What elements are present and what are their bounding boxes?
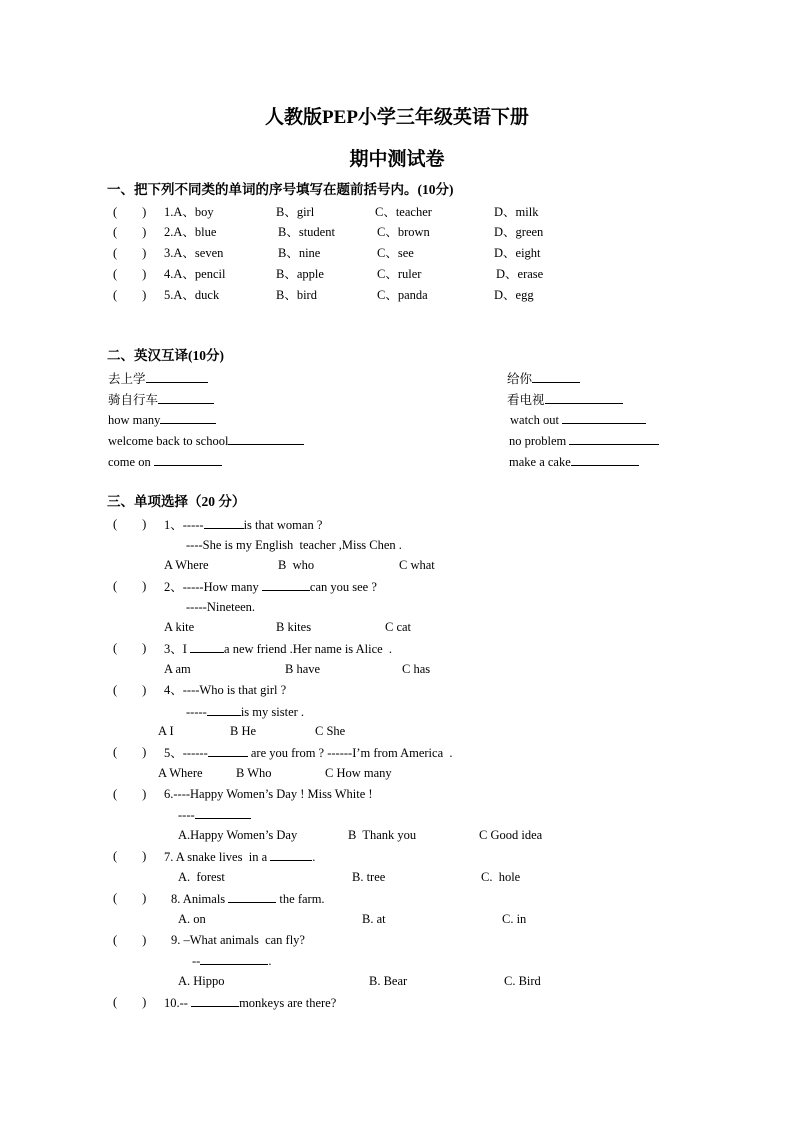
answer-bracket[interactable]: ( ) <box>113 641 147 655</box>
answer-bracket[interactable]: ( ) <box>113 205 147 219</box>
answer-blank[interactable] <box>160 411 216 424</box>
option-a: 2.A、blue <box>164 225 217 239</box>
answer-bracket[interactable]: ( ) <box>113 267 147 281</box>
choice-a[interactable]: A. on <box>178 912 206 926</box>
choice-b[interactable]: B He <box>230 724 257 738</box>
answer-bracket[interactable]: ( ) <box>113 933 147 947</box>
question-text: -- <box>192 954 201 968</box>
choice-a[interactable]: A Where <box>158 766 203 780</box>
answer-bracket[interactable]: ( ) <box>113 288 147 302</box>
choice-a[interactable]: A. Hippo <box>178 974 225 988</box>
option-d: D、milk <box>494 205 539 219</box>
choice-c[interactable]: C has <box>402 662 431 676</box>
question-6: 6.----Happy Women’s Day ! Miss White ! <box>164 787 373 801</box>
choice-a[interactable]: A am <box>164 662 191 676</box>
option-a: 1.A、boy <box>164 205 214 219</box>
question-text: the farm. <box>276 892 325 906</box>
choice-c[interactable]: C Good idea <box>479 828 543 842</box>
question-text: is my sister . <box>240 705 305 719</box>
question-10 <box>164 994 336 1011</box>
answer-bracket[interactable]: ( ) <box>113 787 147 801</box>
choice-b[interactable]: B Who <box>236 766 272 780</box>
choice-a[interactable]: A I <box>158 724 174 738</box>
question-text: ---- <box>178 808 195 822</box>
answer-blank[interactable] <box>158 391 214 404</box>
choice-a[interactable]: A.Happy Women’s Day <box>178 828 298 842</box>
question-text: 3、I <box>164 642 191 656</box>
term-text: how many <box>108 413 161 427</box>
translation-item <box>108 453 222 470</box>
answer-blank[interactable] <box>569 432 659 445</box>
question-text: monkeys are there? <box>239 996 337 1010</box>
question-9: 9. –What animals can fly? <box>171 933 305 947</box>
term-text: come on <box>108 455 154 469</box>
choice-c[interactable]: C. in <box>502 912 527 926</box>
option-c: C、brown <box>377 225 430 239</box>
answer-blank[interactable] <box>146 370 208 383</box>
answer-bracket[interactable]: ( ) <box>113 225 147 239</box>
translation-item <box>509 453 639 470</box>
translation-item <box>108 391 214 408</box>
question-text: can you see ? <box>309 580 377 594</box>
question-text: 10.-- <box>164 996 192 1010</box>
question-text: ----- <box>186 705 207 719</box>
choice-b[interactable]: B who <box>278 558 315 572</box>
question-4-reply <box>186 703 304 720</box>
question-text: 7. A snake lives in a <box>164 850 271 864</box>
section-1-heading: 一、把下列不同类的单词的序号填写在题前括号内。(10分) <box>107 182 454 197</box>
choice-c[interactable]: C She <box>315 724 346 738</box>
answer-blank[interactable] <box>262 578 310 591</box>
translation-item <box>509 432 659 449</box>
question-text: 8. Animals <box>171 892 229 906</box>
choice-a[interactable]: A. forest <box>178 870 225 884</box>
option-d: D、erase <box>496 267 544 281</box>
translation-item <box>507 370 580 387</box>
choice-b[interactable]: B. Bear <box>369 974 408 988</box>
option-c: C、ruler <box>377 267 422 281</box>
section-3-heading: 三、单项选择（20 分） <box>107 494 246 509</box>
answer-blank[interactable] <box>191 994 239 1007</box>
answer-bracket[interactable]: ( ) <box>113 891 147 905</box>
translation-item <box>108 370 208 387</box>
option-a: 5.A、duck <box>164 288 220 302</box>
choice-c[interactable]: C cat <box>385 620 412 634</box>
answer-blank[interactable] <box>532 370 580 383</box>
answer-blank[interactable] <box>228 432 304 445</box>
answer-blank[interactable] <box>207 703 241 716</box>
term-text: welcome back to school <box>108 434 229 448</box>
question-6-reply <box>178 806 251 823</box>
document-subtitle: 期中测试卷 <box>349 149 445 170</box>
answer-bracket[interactable]: ( ) <box>113 995 147 1009</box>
answer-bracket[interactable]: ( ) <box>113 849 147 863</box>
answer-blank[interactable] <box>190 640 224 653</box>
choice-b[interactable]: B. at <box>362 912 386 926</box>
choice-b[interactable]: B Thank you <box>348 828 417 842</box>
term-text: 给你 <box>507 372 533 386</box>
question-text: are you from ? ------I’m from America . <box>247 746 453 760</box>
option-b: B、bird <box>276 288 317 302</box>
section-2-heading: 二、英汉互译(10分) <box>107 348 224 363</box>
answer-blank[interactable] <box>562 411 646 424</box>
option-a: 3.A、seven <box>164 246 224 260</box>
answer-blank[interactable] <box>545 391 623 404</box>
question-7 <box>164 848 315 865</box>
option-d: D、eight <box>494 246 541 260</box>
answer-bracket[interactable]: ( ) <box>113 579 147 593</box>
answer-bracket[interactable]: ( ) <box>113 745 147 759</box>
translation-item <box>108 432 304 449</box>
document-title: 人教版PEP小学三年级英语下册 <box>265 107 529 128</box>
answer-bracket[interactable]: ( ) <box>113 517 147 531</box>
question-text: 1、----- <box>164 518 204 532</box>
question-text: . <box>312 850 316 864</box>
translation-item <box>108 411 216 428</box>
answer-blank[interactable] <box>208 744 248 757</box>
choice-c[interactable]: C what <box>399 558 435 572</box>
term-text: 看电视 <box>507 393 545 407</box>
translation-item <box>510 411 646 428</box>
answer-bracket[interactable]: ( ) <box>113 246 147 260</box>
option-b: B、girl <box>276 205 315 219</box>
answer-blank[interactable] <box>270 848 312 861</box>
question-1 <box>164 516 322 533</box>
choice-a[interactable]: A Where <box>164 558 209 572</box>
option-a: 4.A、pencil <box>164 267 226 281</box>
answer-blank[interactable] <box>200 952 268 965</box>
question-text: a new friend .Her name is Alice . <box>224 642 393 656</box>
answer-blank[interactable] <box>154 453 222 466</box>
answer-blank[interactable] <box>204 516 244 529</box>
question-text: 2、-----How many <box>164 580 262 594</box>
choice-b[interactable]: B. tree <box>352 870 386 884</box>
choice-a[interactable]: A kite <box>164 620 195 634</box>
question-text: 5、------ <box>164 746 208 760</box>
term-text: watch out <box>510 413 563 427</box>
question-5 <box>164 744 453 761</box>
option-d: D、green <box>494 225 544 239</box>
term-text: no problem <box>509 434 570 448</box>
question-3 <box>164 640 392 657</box>
question-text: . <box>268 954 272 968</box>
question-1-reply: ----She is my English teacher ,Miss Chen . <box>186 538 402 552</box>
option-c: C、teacher <box>375 205 432 219</box>
question-4: 4、----Who is that girl ? <box>164 683 287 697</box>
option-d: D、egg <box>494 288 534 302</box>
answer-bracket[interactable]: ( ) <box>113 683 147 697</box>
choice-c[interactable]: C. hole <box>481 870 521 884</box>
answer-blank[interactable] <box>195 806 251 819</box>
option-c: C、see <box>377 246 414 260</box>
choice-b[interactable]: B have <box>285 662 321 676</box>
term-text: 骑自行车 <box>108 393 159 407</box>
term-text: make a cake <box>509 455 571 469</box>
answer-blank[interactable] <box>571 453 639 466</box>
option-c: C、panda <box>377 288 428 302</box>
question-text: is that woman ? <box>243 518 323 532</box>
option-b: B、apple <box>276 267 324 281</box>
question-9-reply <box>192 952 271 969</box>
answer-blank[interactable] <box>228 890 276 903</box>
translation-item <box>507 391 623 408</box>
option-b: B、student <box>278 225 335 239</box>
option-b: B、nine <box>278 246 321 260</box>
choice-b[interactable]: B kites <box>276 620 312 634</box>
choice-c[interactable]: C How many <box>325 766 392 780</box>
question-8 <box>171 890 325 907</box>
choice-c[interactable]: C. Bird <box>504 974 541 988</box>
term-text: 去上学 <box>108 372 146 386</box>
question-2 <box>164 578 377 595</box>
question-2-reply: -----Nineteen. <box>186 600 256 614</box>
